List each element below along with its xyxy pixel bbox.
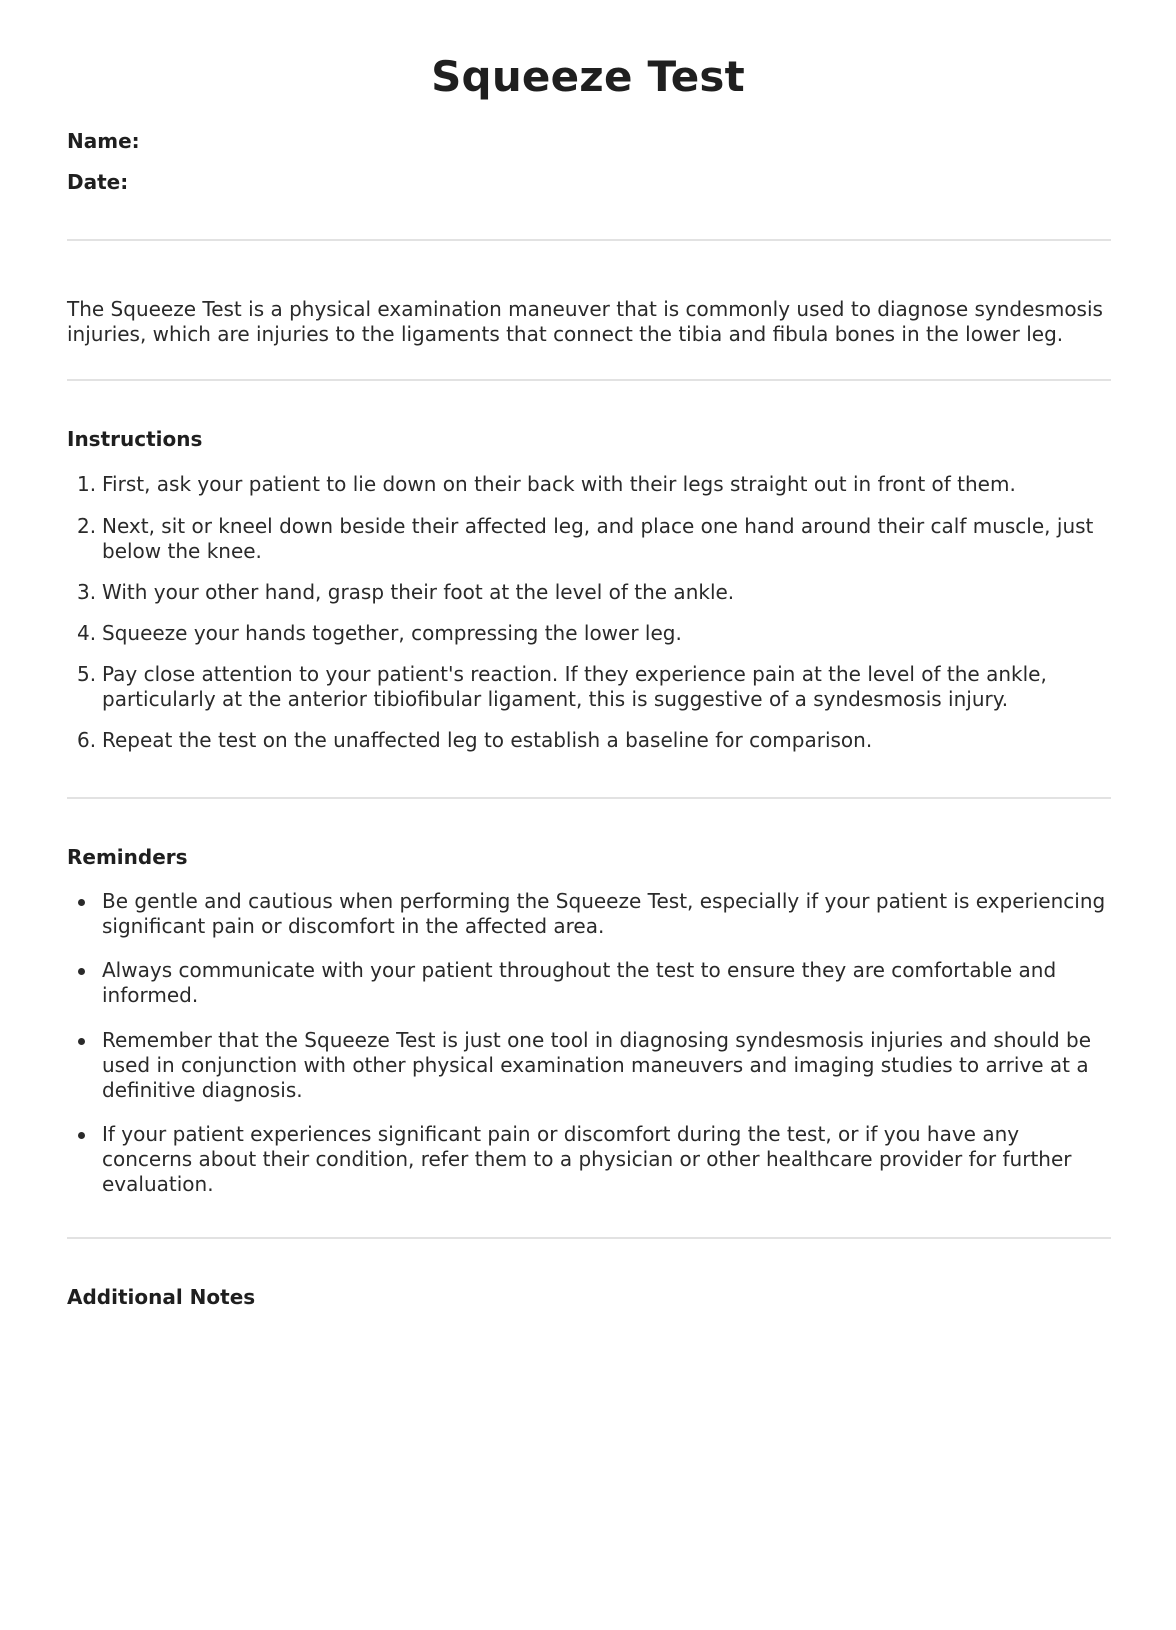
list-item-number: 5. xyxy=(77,662,97,686)
divider xyxy=(67,797,1111,799)
instruction-item: Repeat the test on the unaffected leg to establish a baseline for comparison. xyxy=(102,728,873,752)
reminder-item: If your patient experiences significant pain or discomfort during the test, or if you have any concerns about their condition, refer them to a physician or other healthcare provider for further evaluation. xyxy=(102,1122,1072,1196)
reminder-item: Remember that the Squeeze Test is just one tool in diagnosing syndesmosis injuries and should be used in conjunction with other physical examination maneuvers and imaging studies to arrive at a definitive diagnosis. xyxy=(102,1028,1092,1102)
name-field-label: Name: xyxy=(67,129,140,153)
instructions-heading: Instructions xyxy=(67,427,203,451)
additional-notes-heading: Additional Notes xyxy=(67,1285,256,1309)
list-item-number: 4. xyxy=(77,621,97,645)
intro-paragraph: The Squeeze Test is a physical examination maneuver that is commonly used to diagnose syndesmosis injuries, which are injuries to the ligaments that connect the tibia and fibula bones in the lower leg. xyxy=(67,297,1103,346)
instruction-item: With your other hand, grasp their foot at the level of the ankle. xyxy=(102,580,735,604)
list-item-number: 3. xyxy=(77,580,97,604)
bullet-icon xyxy=(78,899,85,906)
instruction-item: Pay close attention to your patient's reaction. If they experience pain at the level of the ankle, particularly at the anterior tibiofibular ligament, this is suggestive of a syndesmosis injury. xyxy=(102,662,1047,711)
list-item-number: 6. xyxy=(77,728,97,752)
reminder-item: Always communicate with your patient throughout the test to ensure they are comfortable and informed. xyxy=(102,958,1057,1007)
instruction-item: Next, sit or kneel down beside their affected leg, and place one hand around their calf muscle, just below the knee. xyxy=(102,514,1094,563)
instruction-item: Squeeze your hands together, compressing the lower leg. xyxy=(102,621,682,645)
instruction-item: First, ask your patient to lie down on their back with their legs straight out in front of them. xyxy=(102,472,1016,496)
divider xyxy=(67,1237,1111,1239)
bullet-icon xyxy=(78,968,85,975)
bullet-icon xyxy=(78,1038,85,1045)
divider xyxy=(67,239,1111,241)
page-title: Squeeze Test xyxy=(431,52,745,101)
list-item-number: 2. xyxy=(77,514,97,538)
reminders-heading: Reminders xyxy=(67,845,188,869)
reminder-item: Be gentle and cautious when performing the Squeeze Test, especially if your patient is experiencing significant pain or discomfort in the affected area. xyxy=(102,889,1106,938)
date-field-label: Date: xyxy=(67,170,129,194)
bullet-icon xyxy=(78,1132,85,1139)
divider xyxy=(67,379,1111,381)
list-item-number: 1. xyxy=(77,472,97,496)
